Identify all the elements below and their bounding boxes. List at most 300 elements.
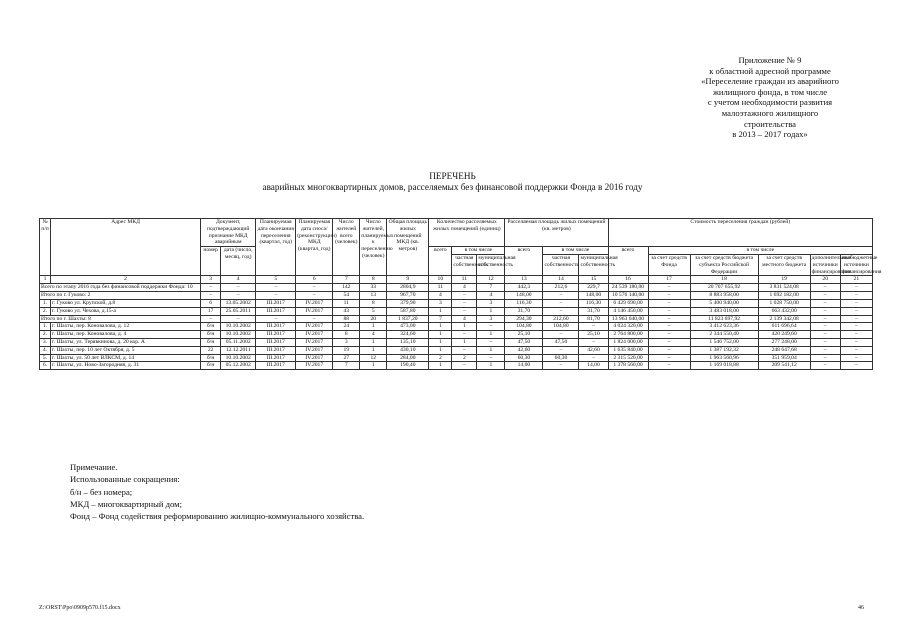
header-residents-to-move: Число жителей, планируемых к переселению (человек) bbox=[360, 219, 387, 276]
table-cell: 1 824 000,00 bbox=[608, 338, 648, 346]
table-cell: 7 bbox=[429, 315, 452, 323]
table-cell: – bbox=[810, 362, 840, 370]
table-cell: 1 635 840,00 bbox=[608, 346, 648, 354]
table-cell: 47,50 bbox=[543, 338, 579, 346]
table-cell: 379,90 bbox=[387, 299, 429, 307]
table-cell: – bbox=[648, 292, 690, 300]
table-cell: Итого по г. Шахты: 8 bbox=[40, 315, 201, 323]
table-cell: 1 bbox=[360, 362, 387, 370]
table-cell: г. Шахты, пер. Коновалова, д. 4 bbox=[51, 331, 201, 339]
table-cell: б/н bbox=[201, 323, 221, 331]
table-cell: – bbox=[840, 323, 872, 331]
table-cell: 3 bbox=[477, 299, 505, 307]
header-area-incl: в том числе bbox=[543, 247, 608, 255]
table-cell: 10.10.2002 bbox=[221, 331, 256, 339]
column-number: 10 bbox=[429, 276, 452, 284]
table-row bbox=[40, 284, 873, 292]
column-number: 2 bbox=[51, 276, 201, 284]
table-cell: 47,50 bbox=[505, 338, 543, 346]
notes-block bbox=[70, 461, 364, 522]
table-cell: 4 bbox=[429, 292, 452, 300]
table-cell: III.2017 bbox=[256, 331, 296, 339]
table-cell: 967,70 bbox=[387, 292, 429, 300]
column-number: 18 bbox=[690, 276, 758, 284]
title-subtitle: аварийных многоквартирных домов, расселяемых без финансовой поддержки Фонда в 2016 году bbox=[262, 182, 643, 192]
document-title bbox=[0, 171, 905, 193]
header-extra-budget: внебюджетные источники финансирования bbox=[841, 254, 882, 275]
table-cell: 116,30 bbox=[579, 299, 608, 307]
header-address: Адрес МКД bbox=[51, 219, 201, 276]
table-cell: 6 bbox=[201, 299, 221, 307]
table-cell: 6. bbox=[40, 362, 51, 370]
table-cell: б/н bbox=[201, 354, 221, 362]
column-number: 14 bbox=[543, 276, 579, 284]
table-cell: – bbox=[810, 354, 840, 362]
table-cell: – bbox=[452, 292, 477, 300]
table-cell: – bbox=[256, 292, 296, 300]
table-cell: 8 bbox=[360, 299, 387, 307]
table-cell: – bbox=[810, 315, 840, 323]
table-cell: – bbox=[543, 331, 579, 339]
table-cell: 4 bbox=[360, 331, 387, 339]
table-cell: 10.10.2002 bbox=[221, 323, 256, 331]
table-cell: 430,10 bbox=[387, 346, 429, 354]
table-cell: 7 bbox=[333, 362, 360, 370]
header-row bbox=[40, 219, 873, 247]
table-cell: г. Шахты, ул. 50 лет ВЛКСМ, д. 14 bbox=[51, 354, 201, 362]
header-area-total: всего bbox=[505, 247, 543, 276]
table-cell: 1 bbox=[429, 307, 452, 315]
table-cell: 17 bbox=[201, 307, 221, 315]
table-cell: г. Гуково ул. Крупской, д.8 bbox=[51, 299, 201, 307]
table-cell: – bbox=[840, 331, 872, 339]
table-cell: 13 bbox=[360, 292, 387, 300]
table-cell: 3 bbox=[477, 315, 505, 323]
table-cell: 663 432,00 bbox=[758, 307, 810, 315]
table-cell: III.2017 bbox=[256, 346, 296, 354]
table-cell: 88 bbox=[333, 315, 360, 323]
table-cell: – bbox=[840, 307, 872, 315]
table-cell: 31,70 bbox=[579, 307, 608, 315]
table-cell: 20 bbox=[360, 315, 387, 323]
table-cell: 13 963 040,00 bbox=[608, 315, 648, 323]
table-cell: – bbox=[452, 307, 477, 315]
column-number: 13 bbox=[505, 276, 543, 284]
header-total-area: Общая площадь жилых помещений МКД (кв. метров) bbox=[387, 219, 429, 276]
header-area-group: Расселяемая площадь жилых помещений (кв. метров) bbox=[505, 219, 608, 247]
column-number: 8 bbox=[360, 276, 387, 284]
table-cell: – bbox=[201, 315, 221, 323]
table-row bbox=[40, 299, 873, 307]
column-number: 16 bbox=[608, 276, 648, 284]
table-cell: 294,30 bbox=[505, 315, 543, 323]
table-cell: – bbox=[648, 299, 690, 307]
table-cell: 1 378 560,00 bbox=[608, 362, 648, 370]
title-main: ПЕРЕЧЕНЬ bbox=[429, 171, 476, 181]
table-cell: – bbox=[256, 284, 296, 292]
table-cell: – bbox=[810, 338, 840, 346]
table-cell: IV.2017 bbox=[296, 338, 333, 346]
table-cell: – bbox=[810, 323, 840, 331]
table-cell: 25,10 bbox=[579, 331, 608, 339]
table-cell: б/н bbox=[201, 362, 221, 370]
appendix-line: с учетом необходимости развития bbox=[707, 97, 833, 108]
table-cell: – bbox=[543, 299, 579, 307]
table-cell: – bbox=[579, 338, 608, 346]
column-number: 11 bbox=[452, 276, 477, 284]
file-path: Z:\ORST\Ppo\0909p570.f15.docx bbox=[39, 605, 121, 611]
table-cell: 2 bbox=[429, 354, 452, 362]
header-count-incl: в том числе bbox=[452, 247, 505, 255]
table-row bbox=[40, 323, 873, 331]
column-number: 6 bbox=[296, 276, 333, 284]
table-cell: 1 692 182,00 bbox=[758, 292, 810, 300]
column-number: 17 bbox=[648, 276, 690, 284]
housing-table bbox=[39, 218, 882, 370]
table-cell: 248 647,68 bbox=[758, 346, 810, 354]
table-cell: 54 bbox=[333, 292, 360, 300]
notes-line: МКД – многоквартирный дом; bbox=[70, 498, 182, 509]
table-cell: 81,70 bbox=[579, 315, 608, 323]
table-cell: 14,00 bbox=[579, 362, 608, 370]
table-cell: – bbox=[579, 323, 608, 331]
table-cell: 1 bbox=[477, 346, 505, 354]
table-cell: – bbox=[543, 362, 579, 370]
table-cell: – bbox=[648, 362, 690, 370]
header-count-total: всего bbox=[429, 247, 452, 276]
table-cell: IV.2017 bbox=[296, 331, 333, 339]
table-cell: 1 bbox=[429, 323, 452, 331]
table-cell: 1 bbox=[429, 346, 452, 354]
table-cell: 2 344 550,40 bbox=[690, 331, 758, 339]
table-cell: 1 387 192,32 bbox=[690, 346, 758, 354]
table-cell: III.2017 bbox=[256, 354, 296, 362]
table-cell: г. Шахты, ул. Ново-Загородняя, д. 31 bbox=[51, 362, 201, 370]
table-cell: 1 bbox=[360, 338, 387, 346]
table-cell: 4. bbox=[40, 346, 51, 354]
header-planned-demolish: Планируемая дата сноса/ (реконструкции) МКД (квартал, год) bbox=[296, 219, 333, 276]
header-local: за счет средств местного бюджета bbox=[758, 254, 810, 275]
table-cell: 442,3 bbox=[505, 284, 543, 292]
header-extra: дополнительные источники финансирования bbox=[811, 254, 852, 275]
table-cell: 24 539 180,00 bbox=[608, 284, 648, 292]
table-cell: г. Шахты, ул. Терявкинова, д. 20 кор. А bbox=[51, 338, 201, 346]
column-number: 1 bbox=[40, 276, 51, 284]
column-number: 7 bbox=[333, 276, 360, 284]
table-cell: – bbox=[543, 292, 579, 300]
table-cell: – bbox=[648, 315, 690, 323]
table-cell: 2. bbox=[40, 331, 51, 339]
table-cell: 3 bbox=[429, 299, 452, 307]
table-cell: 1 bbox=[429, 362, 452, 370]
table-cell: – bbox=[648, 284, 690, 292]
header-area-private: частная собственность bbox=[543, 254, 579, 275]
table-cell: – bbox=[648, 346, 690, 354]
header-num: № п/п bbox=[40, 219, 51, 276]
table-cell: 2 764 800,00 bbox=[608, 331, 648, 339]
table-cell: – bbox=[648, 323, 690, 331]
table-cell: 611 696,64 bbox=[758, 323, 810, 331]
header-doc-date: дата (число, месяц, год) bbox=[221, 247, 256, 276]
table-cell: 142 bbox=[333, 284, 360, 292]
table-cell: III.2017 bbox=[256, 362, 296, 370]
table-cell: III.2017 bbox=[256, 299, 296, 307]
table-cell: 13.05.2002 bbox=[221, 299, 256, 307]
table-cell: – bbox=[452, 299, 477, 307]
table-cell: 42,60 bbox=[505, 346, 543, 354]
table-cell: 4 bbox=[477, 292, 505, 300]
header-federal: за счет средств бюджета субъекта Российской Федерации bbox=[690, 254, 758, 275]
table-cell: 3. bbox=[40, 338, 51, 346]
table-cell: 12 bbox=[360, 354, 387, 362]
table-cell: 1 963 560,96 bbox=[690, 354, 758, 362]
table-cell: – bbox=[810, 284, 840, 292]
header-document: Документ, подтверждающий признание МКД аварийным bbox=[201, 219, 256, 247]
table-cell: – bbox=[452, 331, 477, 339]
appendix-line: Приложение № 9 bbox=[738, 55, 802, 65]
table-cell: 1 bbox=[477, 331, 505, 339]
table-cell: 104,80 bbox=[543, 323, 579, 331]
table-cell: 05.11.2002 bbox=[221, 338, 256, 346]
table-cell: – bbox=[810, 292, 840, 300]
table-cell: 135,10 bbox=[387, 338, 429, 346]
appendix-line: строительства bbox=[744, 118, 796, 129]
table-cell: 11 bbox=[333, 299, 360, 307]
table-cell: 05.12.2002 bbox=[221, 362, 256, 370]
column-number: 21 bbox=[840, 276, 872, 284]
appendix-line: в 2013 – 2017 годах» bbox=[732, 129, 808, 140]
table-cell: – bbox=[810, 299, 840, 307]
table-cell: 1 bbox=[477, 362, 505, 370]
table-cell: 1. bbox=[40, 299, 51, 307]
header-fund: за счет средств Фонда bbox=[648, 254, 690, 275]
table-cell: 2 139 342,08 bbox=[758, 315, 810, 323]
column-number: 19 bbox=[758, 276, 810, 284]
table-cell: б/н bbox=[201, 338, 221, 346]
table-row bbox=[40, 292, 873, 300]
table-cell: 10.10.2002 bbox=[221, 354, 256, 362]
table-cell: 22 bbox=[201, 346, 221, 354]
table-cell: – bbox=[452, 362, 477, 370]
appendix-line: жилищного фонда, в том числе bbox=[712, 86, 828, 97]
table-cell: 1 546 752,00 bbox=[690, 338, 758, 346]
table-cell: – bbox=[648, 338, 690, 346]
header-doc-number: номер bbox=[201, 247, 221, 276]
table-cell: 148,00 bbox=[505, 292, 543, 300]
table-cell: 1 bbox=[360, 323, 387, 331]
table-cell: 1 028 750,00 bbox=[758, 299, 810, 307]
page-number: 46 bbox=[858, 605, 864, 611]
table-row bbox=[40, 307, 873, 315]
table-cell: 351 959,04 bbox=[758, 354, 810, 362]
column-number: 20 bbox=[810, 276, 840, 284]
table-cell: 3 831 524,08 bbox=[758, 284, 810, 292]
header-cost-total: всего bbox=[608, 247, 648, 276]
table-cell: 1 bbox=[452, 323, 477, 331]
appendix-heading bbox=[650, 55, 890, 140]
column-number: 15 bbox=[579, 276, 608, 284]
table-cell: – bbox=[840, 299, 872, 307]
header-planned-end: Планируемая дата окончания переселения (квартал, год) bbox=[256, 219, 296, 276]
table-cell: 19 bbox=[333, 346, 360, 354]
table-cell: – bbox=[840, 354, 872, 362]
table-cell: – bbox=[840, 315, 872, 323]
table-cell: б/н bbox=[201, 331, 221, 339]
table-cell: 3 483 018,00 bbox=[690, 307, 758, 315]
table-cell: 5 bbox=[360, 307, 387, 315]
table-cell: III.2017 bbox=[256, 307, 296, 315]
table-cell: 6 429 690,00 bbox=[608, 299, 648, 307]
table-cell: г. Шахты, пер. Коновалова, д. 12 bbox=[51, 323, 201, 331]
header-area-municipal: муниципальная собственность bbox=[579, 254, 608, 275]
header-cost-group: Стоимость переселения граждан (рублей) bbox=[608, 219, 873, 247]
table-cell: – bbox=[296, 292, 333, 300]
table-cell: 4 146 450,00 bbox=[608, 307, 648, 315]
table-cell: IV.2017 bbox=[296, 299, 333, 307]
table-cell: 10 576 140,00 bbox=[608, 292, 648, 300]
table-cell: 209 541,12 bbox=[758, 362, 810, 370]
table-cell: 25.05.2011 bbox=[221, 307, 256, 315]
table-cell: 43 bbox=[333, 307, 360, 315]
header-residents: Число жителей всего (человек) bbox=[333, 219, 360, 276]
table-cell: – bbox=[296, 315, 333, 323]
table-cell: – bbox=[256, 315, 296, 323]
table-cell: – bbox=[810, 307, 840, 315]
table-row bbox=[40, 354, 873, 362]
header-cost-incl: в том числе bbox=[648, 247, 872, 255]
table-cell: 8 883 958,00 bbox=[690, 292, 758, 300]
table-cell: IV.2017 bbox=[296, 362, 333, 370]
notes-line: Фонд – Фонд содействия реформированию жилищно-коммунального хозяйства. bbox=[70, 511, 365, 522]
notes-title: Примечание. bbox=[70, 462, 118, 472]
table-cell: 1. bbox=[40, 323, 51, 331]
table-cell: 31,70 bbox=[505, 307, 543, 315]
table-cell: 2 315 520,00 bbox=[608, 354, 648, 362]
table-cell: 11 bbox=[429, 284, 452, 292]
table-cell: 3 412 623,36 bbox=[690, 323, 758, 331]
table-cell: 24 bbox=[333, 323, 360, 331]
table-cell: г. Шахты, пер. 10 лет Октября, д. 5 bbox=[51, 346, 201, 354]
table-cell: 1 bbox=[360, 346, 387, 354]
table-cell: 116,30 bbox=[505, 299, 543, 307]
table-cell: 11 823 697,92 bbox=[690, 315, 758, 323]
header-count-group: Количество расселяемых жилых помещений (единиц) bbox=[429, 219, 505, 247]
table-cell: 27 bbox=[333, 354, 360, 362]
table-cell: – bbox=[221, 315, 256, 323]
table-cell: 33 bbox=[360, 284, 387, 292]
appendix-line: малоэтажного жилищного bbox=[721, 107, 819, 118]
table-cell: 2804,9 bbox=[387, 284, 429, 292]
header-count-municipal: муниципальная собственность bbox=[477, 254, 505, 275]
table-cell: – bbox=[810, 331, 840, 339]
table-cell: – bbox=[810, 346, 840, 354]
table-cell: 2 bbox=[452, 354, 477, 362]
table-cell: 1 bbox=[429, 331, 452, 339]
table-cell: 3 bbox=[333, 338, 360, 346]
table-cell: Всего по этапу 2016 года без финансовой поддержки Фонда: 10 bbox=[40, 284, 201, 292]
table-cell: 2. bbox=[40, 307, 51, 315]
table-cell: – bbox=[221, 292, 256, 300]
table-cell: 14,00 bbox=[505, 362, 543, 370]
table-cell: г. Гуково ул. Чехова, д.15-а bbox=[51, 307, 201, 315]
column-number-row bbox=[40, 276, 873, 284]
table-cell: – bbox=[296, 284, 333, 292]
column-number: 9 bbox=[387, 276, 429, 284]
table-cell: – bbox=[477, 354, 505, 362]
column-number: 12 bbox=[477, 276, 505, 284]
table-cell: – bbox=[840, 346, 872, 354]
table-cell: 324,60 bbox=[387, 331, 429, 339]
table-cell: 60,30 bbox=[543, 354, 579, 362]
table-cell: IV.2017 bbox=[296, 354, 333, 362]
table-cell: 20 707 655,92 bbox=[690, 284, 758, 292]
table-cell: – bbox=[648, 331, 690, 339]
table-row bbox=[40, 331, 873, 339]
table-cell: 1 bbox=[429, 338, 452, 346]
table-cell: – bbox=[452, 346, 477, 354]
table-cell: 12.12.2011 bbox=[221, 346, 256, 354]
table-cell: 5 400 940,00 bbox=[690, 299, 758, 307]
table-cell: 42,60 bbox=[579, 346, 608, 354]
appendix-line: «Переселение граждан из аварийного bbox=[701, 76, 839, 87]
table-cell: IV.2017 bbox=[296, 307, 333, 315]
table-cell: – bbox=[648, 307, 690, 315]
notes-line: Использованные сокращения: bbox=[70, 474, 180, 485]
table-cell: IV.2017 bbox=[296, 323, 333, 331]
header-count-private: частная собственность bbox=[452, 254, 477, 275]
table-cell: 60,30 bbox=[505, 354, 543, 362]
table-cell: – bbox=[840, 284, 872, 292]
table-cell: 587,80 bbox=[387, 307, 429, 315]
table-cell: – bbox=[840, 362, 872, 370]
table-cell: – bbox=[477, 338, 505, 346]
table-cell: – bbox=[477, 323, 505, 331]
column-number: 4 bbox=[221, 276, 256, 284]
table-cell: 1 169 018,88 bbox=[690, 362, 758, 370]
table-row bbox=[40, 362, 873, 370]
table-cell: 277 248,00 bbox=[758, 338, 810, 346]
table-cell: – bbox=[648, 354, 690, 362]
table-cell: 1 bbox=[477, 307, 505, 315]
table-cell: 4 bbox=[452, 284, 477, 292]
table-cell: 190,40 bbox=[387, 362, 429, 370]
table-cell: 1 837,20 bbox=[387, 315, 429, 323]
table-cell: 8 bbox=[333, 331, 360, 339]
table-cell: 104,80 bbox=[505, 323, 543, 331]
table-cell: 7 bbox=[477, 284, 505, 292]
table-cell: 4 bbox=[452, 315, 477, 323]
table-cell: – bbox=[840, 292, 872, 300]
table-cell: Итого по г. Гуково: 2 bbox=[40, 292, 201, 300]
table-cell: 212,60 bbox=[543, 315, 579, 323]
table-row bbox=[40, 346, 873, 354]
table-cell: III.2017 bbox=[256, 323, 296, 331]
table-cell: – bbox=[543, 307, 579, 315]
table-cell: 229,7 bbox=[579, 284, 608, 292]
table-cell: – bbox=[201, 284, 221, 292]
table-row bbox=[40, 315, 873, 323]
table-cell: – bbox=[840, 338, 872, 346]
column-number: 5 bbox=[256, 276, 296, 284]
table-cell: IV.2017 bbox=[296, 346, 333, 354]
table-cell: 4 024 320,00 bbox=[608, 323, 648, 331]
table-cell: 473,00 bbox=[387, 323, 429, 331]
table-cell: – bbox=[543, 346, 579, 354]
table-cell: – bbox=[221, 284, 256, 292]
notes-line: б/н – без номера; bbox=[70, 486, 133, 497]
appendix-line: к областной адресной программе bbox=[709, 65, 831, 76]
column-number: 3 bbox=[201, 276, 221, 284]
